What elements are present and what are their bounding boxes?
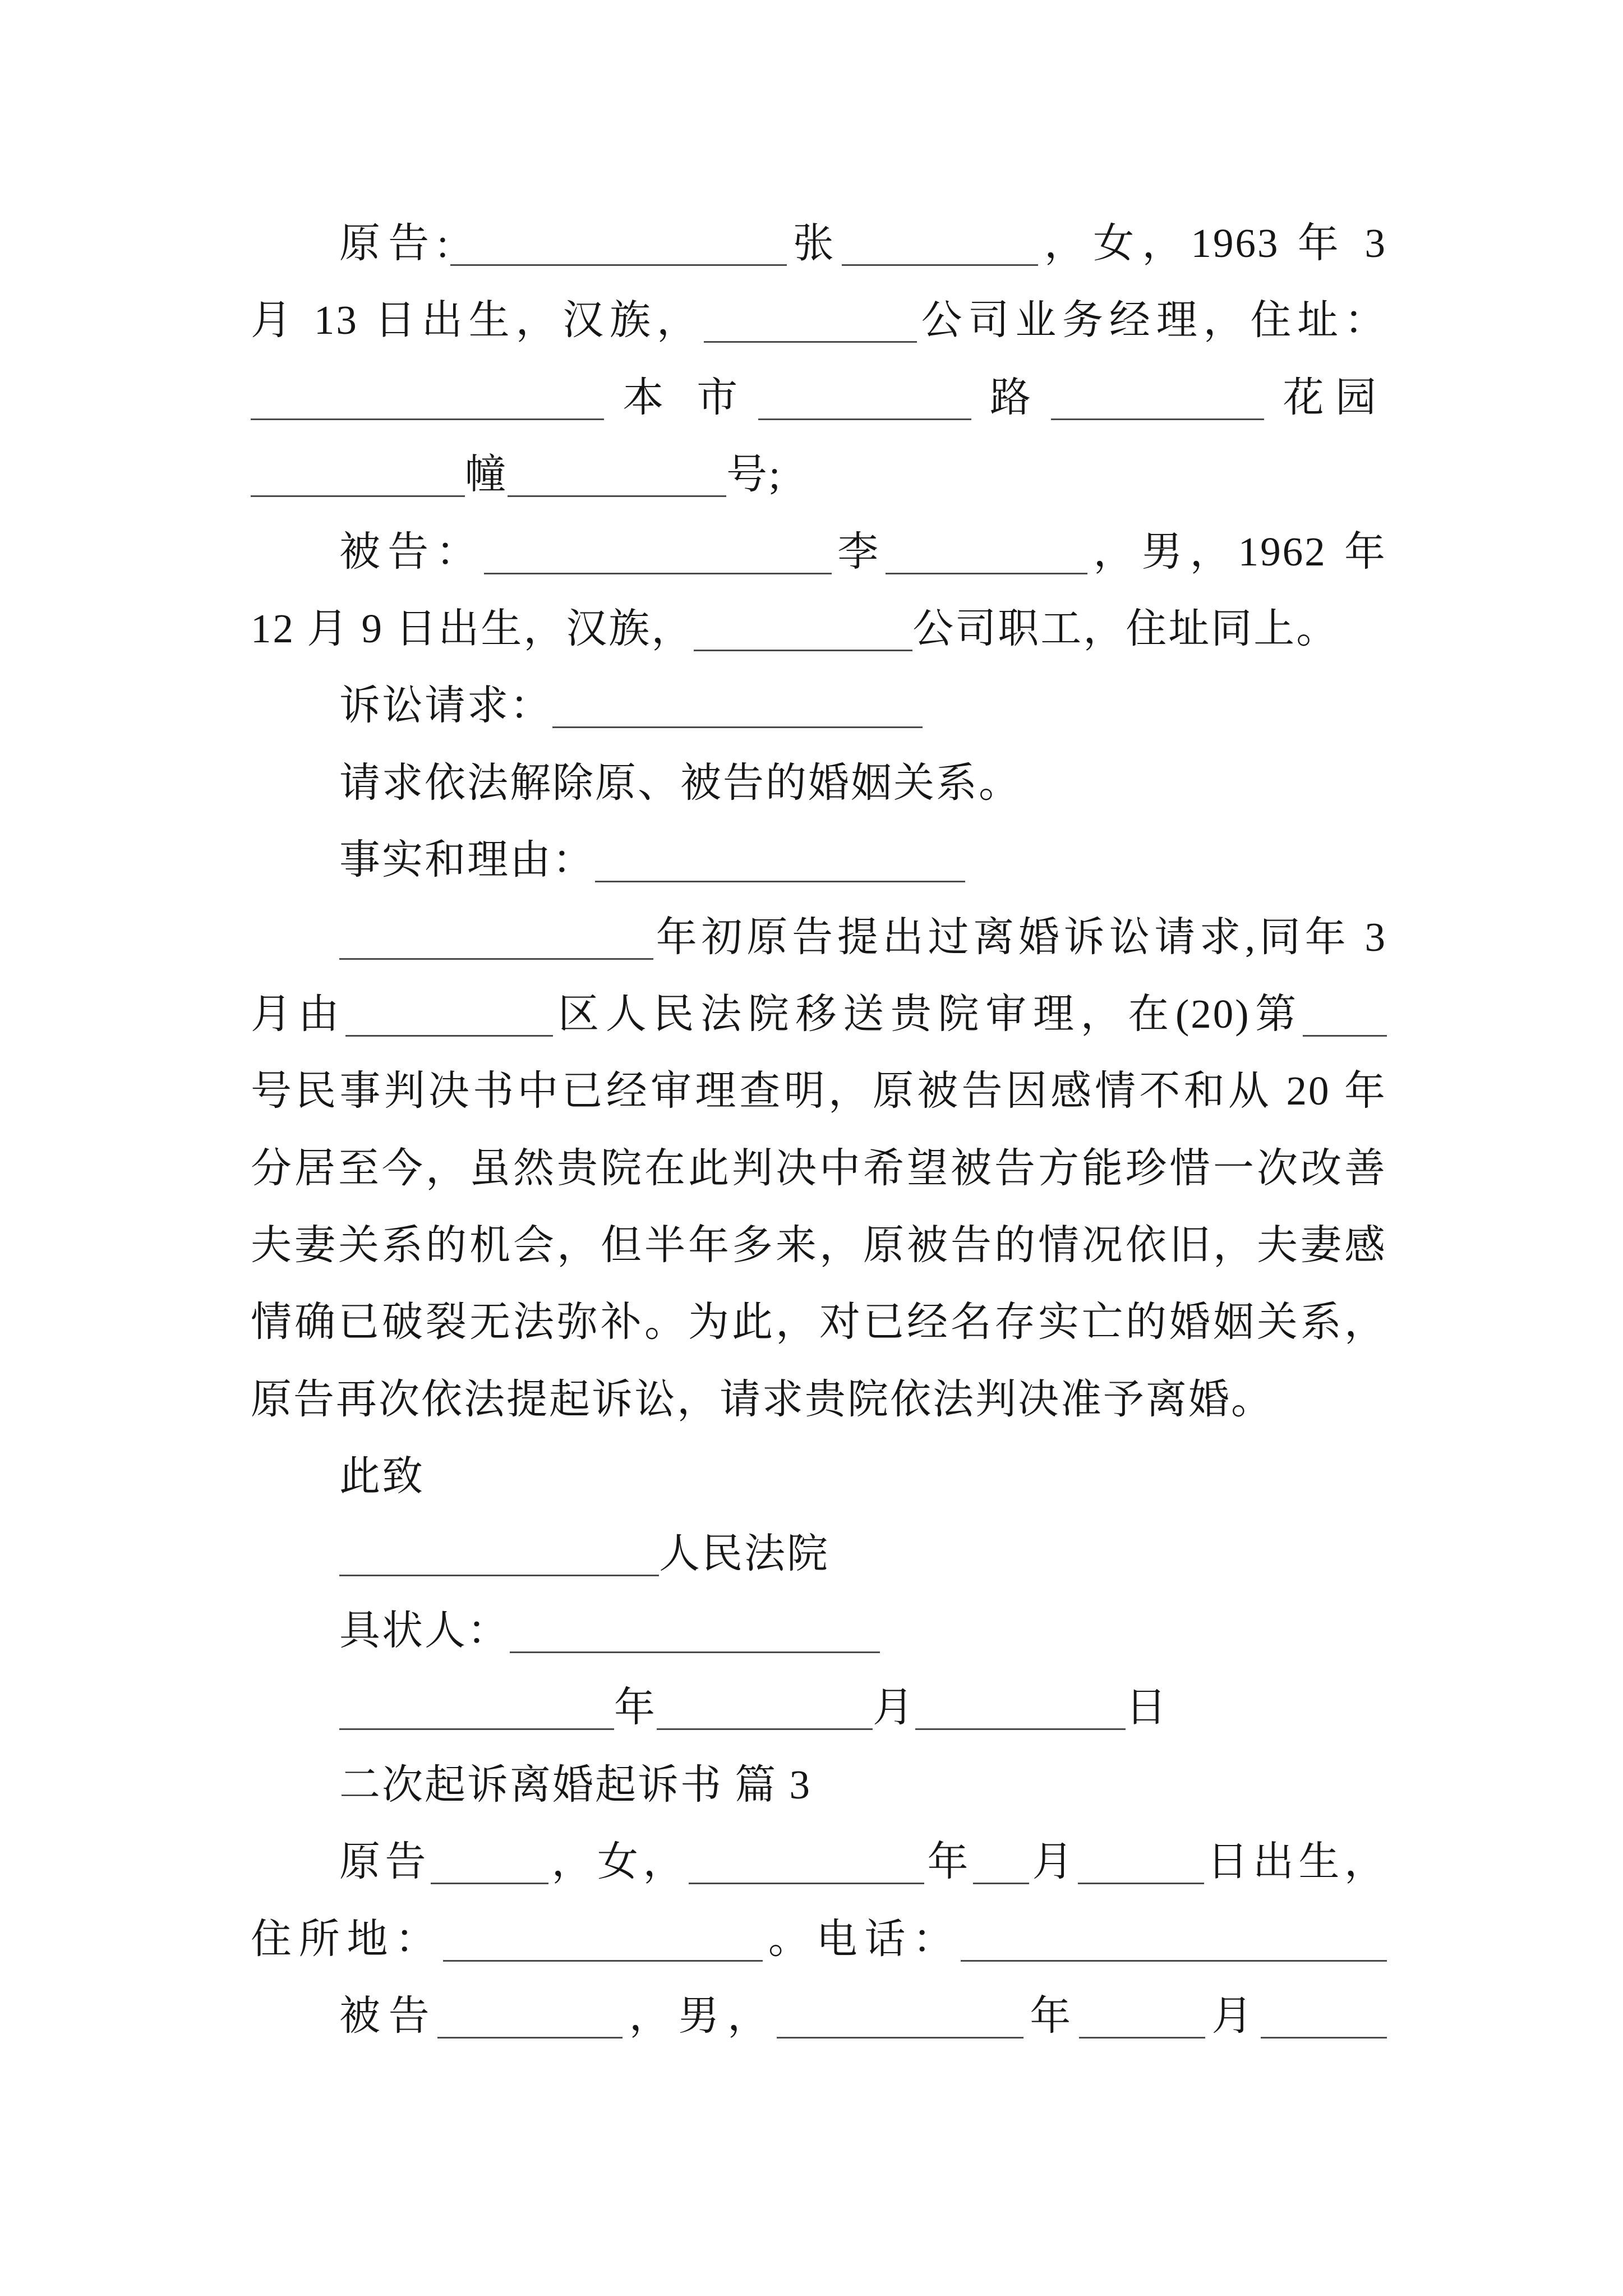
blank-field [345,1035,553,1037]
line-text: ，男，1962 年 [1087,528,1387,574]
blank-field [552,726,923,728]
line-text: 二次起诉离婚起诉书 篇 3 [339,1761,811,1807]
blank-field [973,1883,1029,1884]
blank-field [1079,2037,1205,2039]
line-text: 诉讼请求： [339,683,552,729]
blank-field [339,958,653,960]
line-text: 夫妻关系的机会，但半年多来，原被告的情况依旧，夫妻感 [251,1222,1387,1268]
facts-line-7 [251,1361,1387,1438]
facts-line-2 [251,976,1387,1052]
blank-field [886,573,1087,574]
defendant-line-2 [251,590,1387,667]
blank-field [704,341,917,343]
line-text: 路 [980,374,1043,420]
section3-residence-line [251,1901,1387,1977]
court-name-line [339,1515,1387,1592]
blank-field [689,1883,924,1884]
line-text: 年 [1023,1993,1079,2039]
facts-line-3 [251,1052,1387,1129]
line-text: 号; [726,452,782,498]
line-text: 日 [1126,1685,1168,1731]
facts-line-4 [251,1130,1387,1207]
blank-field [431,1883,548,1884]
facts-line-5 [251,1207,1387,1283]
document-body [0,205,1623,2054]
line-text: 月 [873,1685,915,1731]
line-text: 被告 [339,1993,438,2039]
blank-field [339,1575,659,1576]
plaintiff-address-line-1 [251,359,1387,436]
plaintiff-address-line-2 [251,436,1387,513]
facts-line-1 [339,899,1387,976]
line-text: 年 [924,1839,973,1885]
line-text: 具状人： [339,1608,510,1654]
plaintiff-line-2 [251,282,1387,358]
line-text: 日出生， [1204,1839,1387,1885]
line-text: 事实和理由： [339,837,595,883]
blank-field [443,1960,763,1962]
plaintiff-line-1 [339,205,1387,282]
line-text: 本 市 [613,374,749,420]
line-text: 分居至今，虽然贵院在此判决中希望被告方能珍惜一次改善 [251,1145,1387,1191]
blank-field [915,1728,1126,1730]
section3-plaintiff-line [339,1823,1387,1900]
facts-heading [339,821,1387,898]
line-text: 原告: [339,220,450,266]
line-text: 李 [832,528,886,574]
line-text: ，男， [623,1993,777,2039]
defendant-line-1 [339,513,1387,590]
signer-line [339,1592,1387,1669]
facts-line-6 [251,1283,1387,1360]
line-text: 区人民法院移送贵院审理，在(20)第 [553,991,1303,1037]
blank-field [694,650,912,651]
blank-field [842,264,1038,266]
line-text: 人民法院 [659,1530,829,1576]
line-text: 被告： [339,528,485,574]
line-text: 张 [786,220,842,266]
line-text: 。电话： [763,1916,961,1962]
line-text: 原告再次依法提起诉讼，请求贵院依法判决准予离婚。 [251,1376,1274,1422]
section3-defendant-line [339,1977,1387,2054]
line-text: 年 [614,1685,657,1731]
line-text: 12 月 9 日出生，汉族， [251,605,694,651]
blank-field [508,495,726,497]
line-text: 情确已破裂无法弥补。为此，对已经名存实亡的婚姻关系， [251,1299,1387,1345]
blank-field [251,495,465,497]
line-text: 月 [1029,1839,1078,1885]
blank-field [450,264,787,266]
line-text: ，女，1963 年 3 [1038,220,1387,266]
line-text: 幢 [465,452,508,498]
claims-text [339,744,1387,821]
line-text: 花园 [1273,374,1378,420]
line-text: 住所地： [251,1916,444,1962]
blank-field [595,881,965,882]
blank-field [251,418,604,420]
line-text: 原告 [339,1839,431,1885]
date-line [339,1669,1387,1746]
salutation [339,1438,1387,1515]
blank-field [437,2037,623,2039]
line-text: 公司职工，住址同上。 [912,605,1339,651]
blank-field [1303,1035,1387,1037]
section-heading [339,1746,1387,1823]
blank-field [339,1728,614,1730]
claims-heading [339,667,1387,744]
blank-field [961,1960,1387,1962]
blank-field [777,2037,1023,2039]
line-text: ，女， [548,1839,689,1885]
line-text: 号民事判决书中已经审理查明，原被告因感情不和从 20 年 [251,1068,1387,1114]
blank-field [657,1728,873,1730]
blank-field [1078,1883,1204,1884]
blank-field [758,418,971,420]
line-text: 月由 [251,991,346,1037]
line-text: 此致 [339,1453,425,1499]
line-text: 公司业务经理，住址： [916,297,1387,343]
line-text: 月 13 日出生，汉族， [251,297,704,343]
blank-field [484,573,832,574]
line-text: 月 [1205,1993,1261,2039]
line-text: 年初原告提出过离婚诉讼请求,同年 3 [653,914,1387,960]
blank-field [1261,2037,1387,2039]
line-text: 请求依法解除原、被告的婚姻关系。 [339,760,1021,806]
blank-field [1051,418,1264,420]
blank-field [510,1651,880,1653]
